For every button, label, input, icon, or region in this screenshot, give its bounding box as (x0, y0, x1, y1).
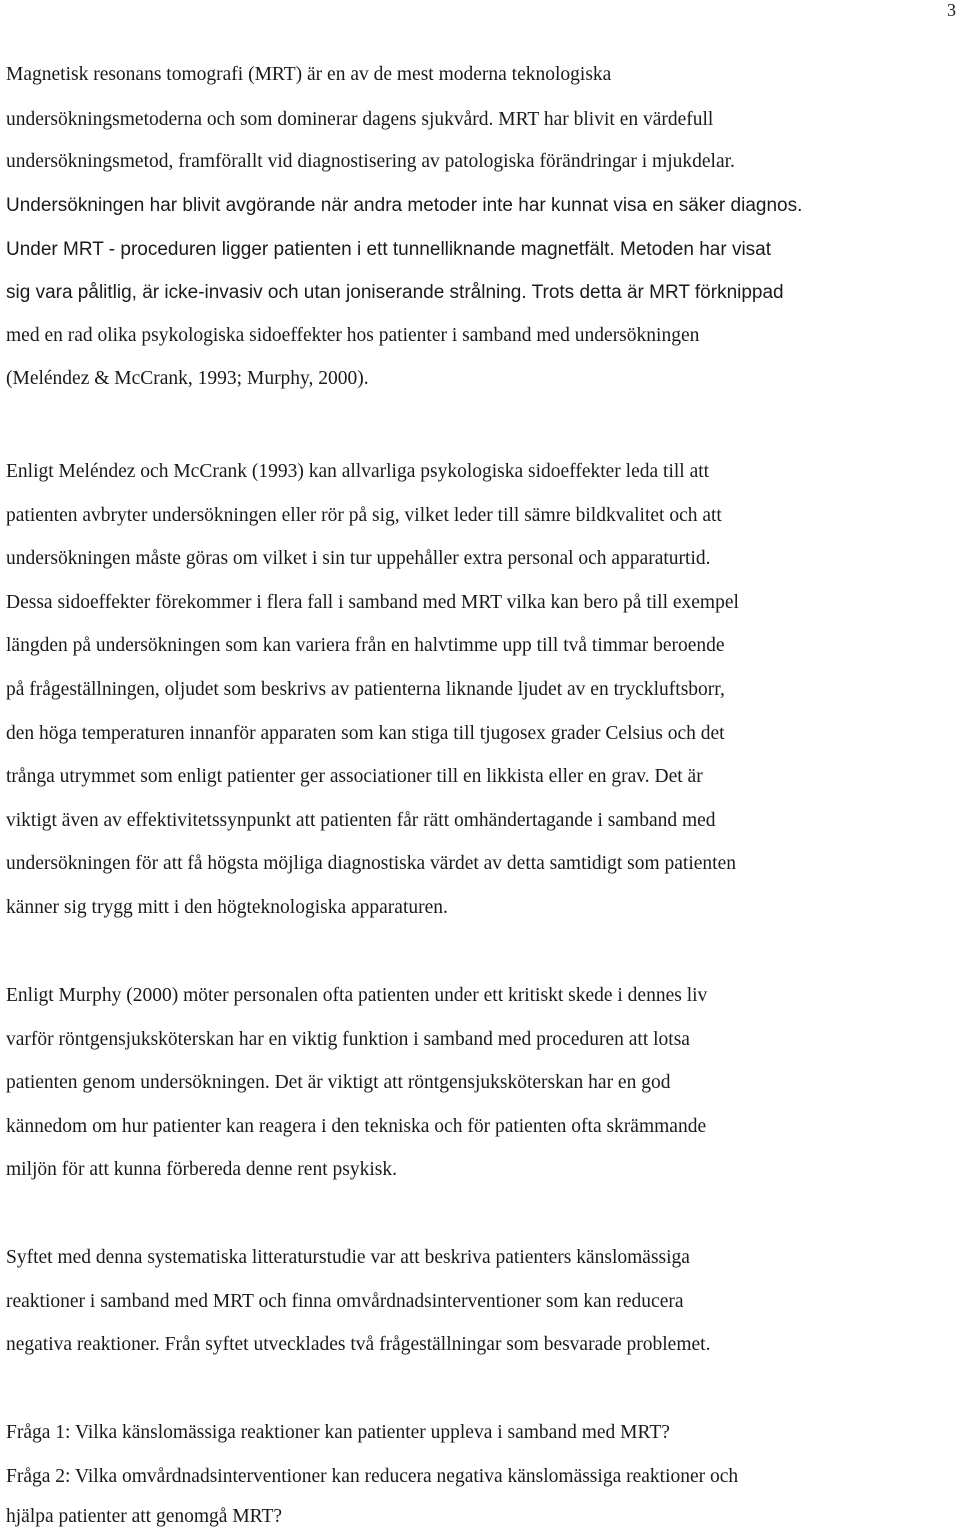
text-line: varför röntgensjuksköterskan har en viktig funktion i samband med proceduren att lotsa (6, 1028, 690, 1050)
page-number: 3 (947, 0, 956, 20)
text-line: känner sig trygg mitt i den högteknologiska apparaturen. (6, 896, 448, 918)
paragraph-side-effects (6, 461, 960, 941)
text-line: undersökningen måste göras om vilket i sin tur uppehåller extra personal och apparaturtid. (6, 548, 711, 570)
text-line: kännedom om hur patienter kan reagera i den tekniska och för patienten ofta skrämmande (6, 1115, 707, 1137)
text-line: på frågeställningen, oljudet som beskrivs av patienterna liknande ljudet av en tryckluftsborr, (6, 678, 725, 700)
question-1: Fråga 1: Vilka känslomässiga reaktioner kan patienter uppleva i samband med MRT? (6, 1422, 670, 1443)
text-line: patienten genom undersökningen. Det är viktigt att röntgensjuksköterskan har en god (6, 1072, 671, 1094)
research-questions (6, 1422, 960, 1536)
text-line: Enligt Meléndez och McCrank (1993) kan allvarliga psykologiska sidoeffekter leda till att (6, 461, 710, 482)
text-line: undersökningsmetod, framförallt vid diagnostisering av patologiska förändringar i mjukdelar. (6, 151, 735, 172)
text-line: Under MRT - proceduren ligger patienten i ett tunnelliknande magnetfält. Metoden har visat (6, 239, 772, 260)
question-2-continued: hjälpa patienter att genomgå MRT? (6, 1506, 283, 1527)
text-line: patienten avbryter undersökningen eller rör på sig, vilket leder till sämre bildkvalitet och att (6, 504, 722, 526)
paragraph-purpose (6, 1247, 960, 1378)
text-line: undersökningsmetoderna och som dominerar dagens sjukvård. MRT har blivit en värdefull (6, 109, 714, 130)
question-2: Fråga 2: Vilka omvårdnadsinterventioner kan reducera negativa känslomässiga reaktioner och (6, 1466, 739, 1487)
text-line: sig vara pålitlig, är icke-invasiv och utan joniserande strålning. Trots detta är MRT förknippad (6, 282, 784, 303)
text-line: reaktioner i samband med MRT och finna omvårdnadsinterventioner som kan reducera (6, 1290, 684, 1312)
text-line: Magnetisk resonans tomografi (MRT) är en av de mest moderna teknologiska (6, 64, 612, 85)
text-line: negativa reaktioner. Från syftet utvecklades två frågeställningar som besvarade problemet. (6, 1334, 711, 1356)
text-line: Undersökningen har blivit avgörande när andra metoder inte har kunnat visa en säker diagnos. (6, 195, 803, 216)
text-line: längden på undersökningen som kan variera från en halvtimme upp till två timmar beroende (6, 635, 725, 657)
paragraph-intro (6, 64, 960, 411)
text-line: undersökningen för att få högsta möjliga diagnostiska värdet av detta samtidigt som patienten (6, 853, 736, 875)
text-line: (Meléndez & McCrank, 1993; Murphy, 2000). (6, 368, 369, 389)
text-line: Enligt Murphy (2000) möter personalen ofta patienten under ett kritiskt skede i dennes liv (6, 985, 708, 1006)
text-line: den höga temperaturen innanför apparaten som kan stiga till tjugosex grader Celsius och det (6, 722, 725, 744)
paragraph-nurse-role (6, 985, 960, 1203)
text-line: Dessa sidoeffekter förekommer i flera fall i samband med MRT vilka kan bero på till exempel (6, 591, 739, 613)
text-line: trånga utrymmet som enligt patienter ger associationer till en likkista eller en grav. Det är (6, 766, 703, 788)
text-line: med en rad olika psykologiska sidoeffekter hos patienter i samband med undersökningen (6, 325, 700, 346)
text-line: miljön för att kunna förbereda denne rent psykisk. (6, 1159, 397, 1181)
text-line: viktigt även av effektivitetssynpunkt att patienten får rätt omhändertagande i samband med (6, 809, 716, 831)
text-line: Syftet med denna systematiska litteraturstudie var att beskriva patienters känslomässiga (6, 1247, 690, 1268)
